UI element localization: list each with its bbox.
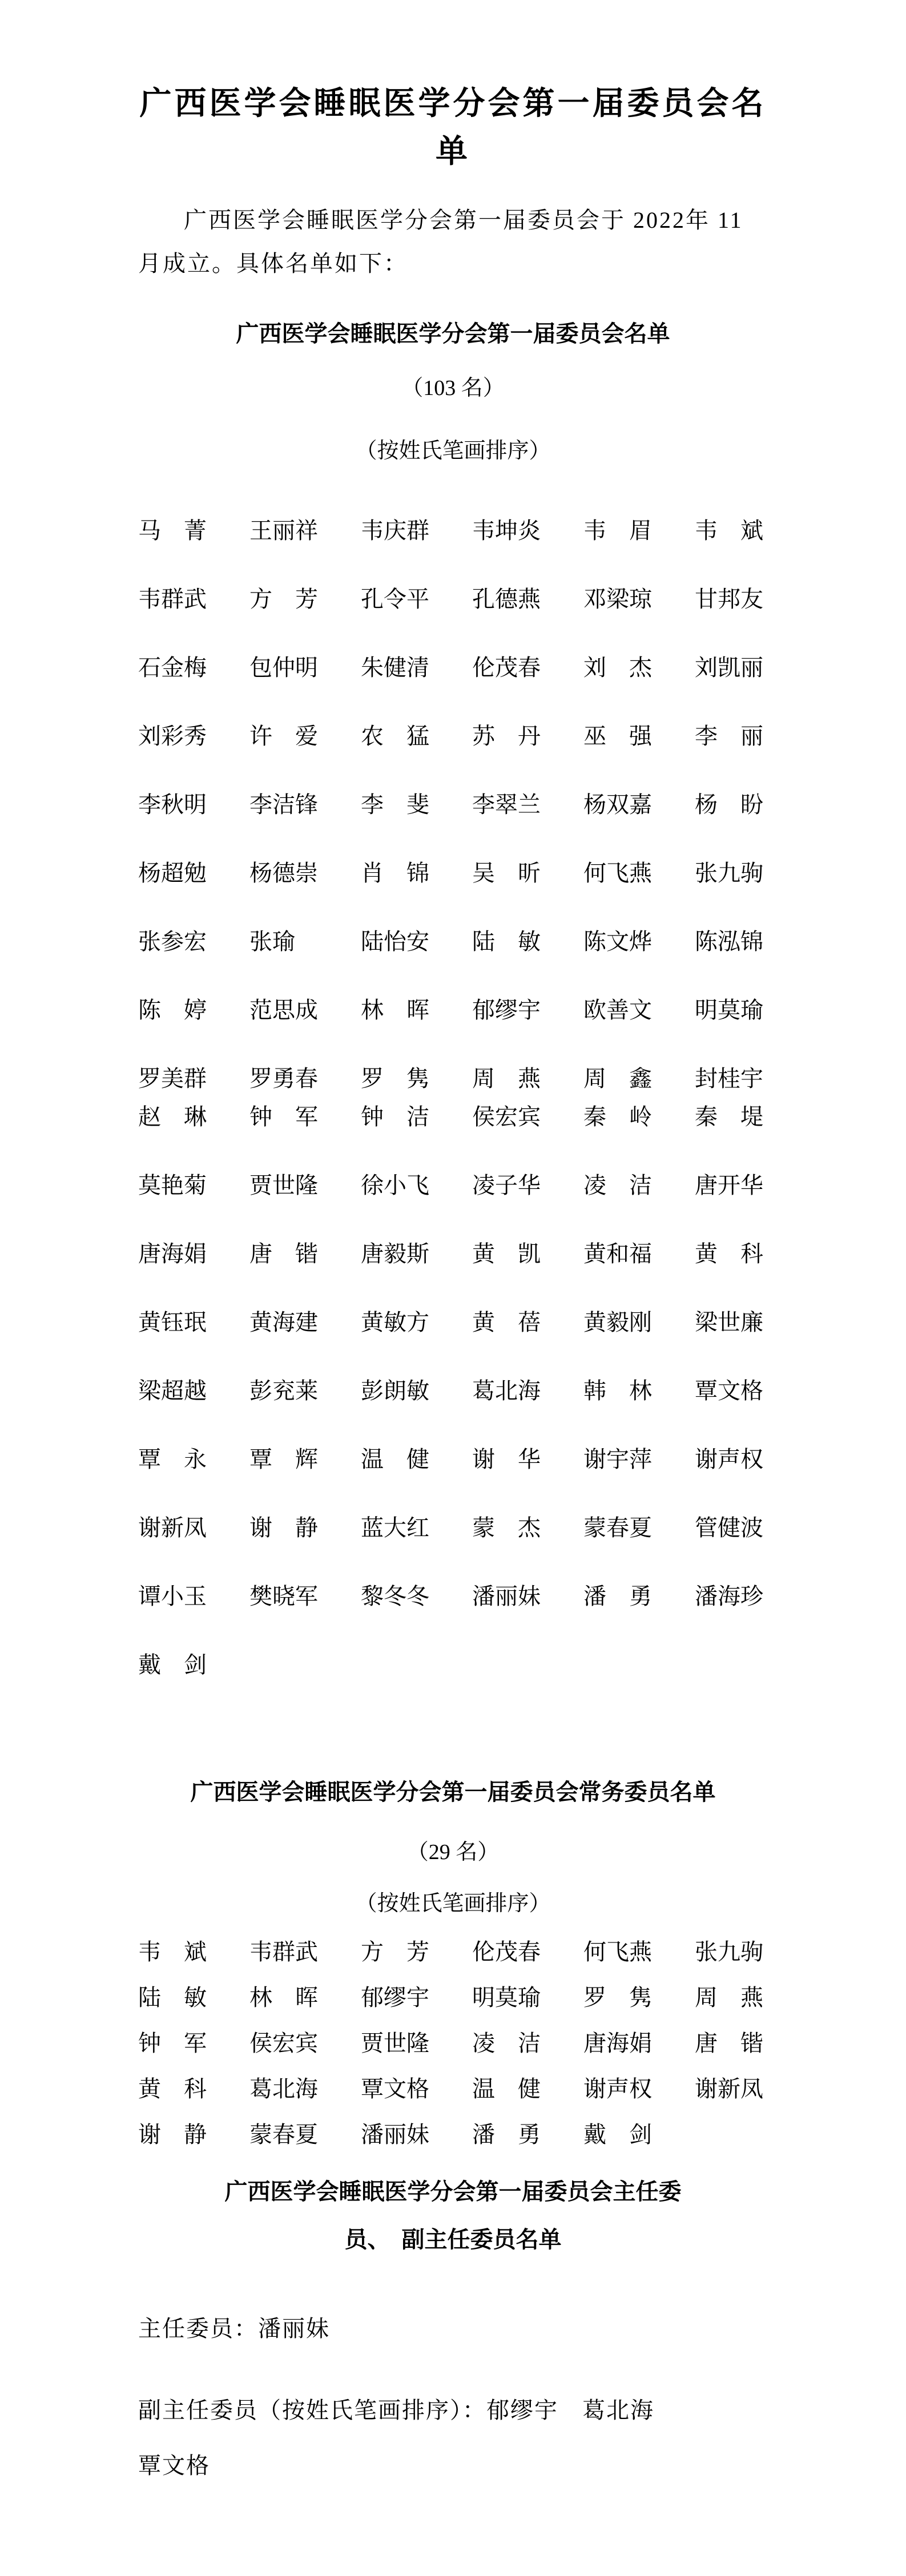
member-name: 李 丽: [695, 723, 763, 749]
member-name: 罗勇春: [249, 1066, 318, 1091]
member-row: [138, 1584, 806, 1609]
member-name: 谢宇萍: [583, 1446, 652, 1472]
member-name: 林 晖: [249, 1985, 318, 2010]
member-row: [138, 587, 806, 612]
vice-chair-line-2: 覃文格: [138, 2453, 210, 2478]
member-name: 石金梅: [138, 655, 207, 680]
member-name: 侯宏宾: [249, 2030, 318, 2056]
member-name: 温 健: [472, 2076, 541, 2102]
member-name: 潘 勇: [472, 2122, 541, 2147]
member-name: 巫 强: [583, 723, 652, 749]
member-name: 韦群武: [138, 586, 207, 612]
intro-line-1: 广西医学会睡眠医学分会第一届委员会于 2022年 11: [184, 207, 743, 233]
member-name: 谢声权: [695, 1446, 763, 1472]
member-name: 戴 剑: [583, 2122, 652, 2147]
member-row: [138, 998, 806, 1023]
member-name: 杨 盼: [695, 792, 763, 817]
member-name: 覃 辉: [249, 1446, 318, 1472]
member-row: [138, 792, 806, 817]
member-name: 赵 琳: [138, 1104, 207, 1130]
member-name: 欧善文: [583, 997, 652, 1023]
member-name: 凌子华: [472, 1172, 541, 1198]
chair-line: 主任委员：潘丽妹: [138, 2316, 330, 2341]
member-name: 唐 锴: [695, 2030, 763, 2056]
member-name: 唐海娟: [138, 1241, 207, 1267]
member-name: 杨超勉: [138, 860, 207, 886]
member-name: 韩 林: [583, 1378, 652, 1404]
member-name: 谢新凤: [695, 2076, 763, 2102]
member-name: 张九驹: [695, 860, 763, 886]
member-name: 谭小玉: [138, 1583, 207, 1609]
committee-sort-note: （按姓氏笔画排序）: [355, 439, 551, 463]
standing-committee-heading: 广西医学会睡眠医学分会第一届委员会常务委员名单: [190, 1779, 716, 1805]
member-name: 罗 隽: [583, 1985, 652, 2010]
member-name: 彭兖莱: [249, 1378, 318, 1404]
member-name: 葛北海: [472, 1378, 541, 1404]
member-name: 唐开华: [695, 1172, 763, 1198]
member-name: 侯宏宾: [472, 1104, 541, 1130]
member-name: 韦 斌: [695, 518, 763, 543]
member-name: 张瑜: [249, 929, 295, 954]
member-row: [138, 1378, 806, 1404]
member-name: 谢声权: [583, 2076, 652, 2102]
member-name: 徐小飞: [361, 1172, 429, 1198]
member-name: 韦群武: [249, 1939, 318, 1965]
member-row: [138, 1940, 806, 1965]
member-row: [138, 2031, 806, 2056]
member-name: 覃 永: [138, 1446, 207, 1472]
member-row: [138, 2077, 806, 2102]
member-name: 黄和福: [583, 1241, 652, 1267]
member-name: 何飞燕: [583, 860, 652, 886]
member-name: 方 芳: [249, 586, 318, 612]
member-name: 陈 婷: [138, 997, 207, 1023]
member-name: 林 晖: [361, 997, 429, 1023]
member-name: 唐 锴: [249, 1241, 318, 1267]
member-name: 谢 华: [472, 1446, 541, 1472]
member-name: 樊晓军: [249, 1583, 318, 1609]
member-name: 罗 隽: [361, 1066, 429, 1091]
member-name: 封桂宇: [695, 1066, 763, 1091]
member-name: 周 燕: [472, 1066, 541, 1091]
member-name: 潘丽妹: [472, 1583, 541, 1609]
standing-count-note: （29 名）: [406, 1840, 500, 1864]
member-name: 范思成: [249, 997, 318, 1023]
member-name: 陆怡安: [361, 929, 429, 954]
intro-paragraph: [0, 199, 906, 285]
document-title: [0, 0, 906, 176]
member-name: 甘邦友: [695, 586, 763, 612]
member-name: 陆 敏: [472, 929, 541, 954]
member-name: 韦 眉: [583, 518, 652, 543]
member-name: 潘海珍: [695, 1583, 763, 1609]
member-name: 陈文烨: [583, 929, 652, 954]
member-name: 凌 洁: [472, 2030, 541, 2056]
standing-name-list: [0, 1940, 906, 2147]
member-name: 李 斐: [361, 792, 429, 817]
member-name: 陆 敏: [138, 1985, 207, 2010]
member-name: 秦 岭: [583, 1104, 652, 1130]
member-row: [138, 1173, 806, 1198]
member-name: 农 猛: [361, 723, 429, 749]
member-name: 黄 凯: [472, 1241, 541, 1267]
member-row: [138, 1447, 806, 1472]
intro-line-2: 月成立。具体名单如下：: [138, 251, 408, 276]
member-name: 张九驹: [695, 1939, 763, 1965]
member-name: 周 燕: [695, 1985, 763, 2010]
member-name: 彭朗敏: [361, 1378, 429, 1404]
member-row: [138, 1241, 806, 1267]
member-name: 何飞燕: [583, 1939, 652, 1965]
member-name: 明莫瑜: [472, 1985, 541, 2010]
member-name: 吴 昕: [472, 860, 541, 886]
member-name: 李秋明: [138, 792, 207, 817]
member-row: [138, 655, 806, 680]
member-name: 韦坤炎: [472, 518, 541, 543]
member-name: 黄 科: [138, 2076, 207, 2102]
member-name: 唐毅斯: [361, 1241, 429, 1267]
member-name: 钟 军: [138, 2030, 207, 2056]
member-name: 包仲明: [249, 655, 318, 680]
member-name: 罗美群: [138, 1066, 207, 1091]
member-name: 钟 军: [249, 1104, 318, 1130]
member-name: 李洁锋: [249, 792, 318, 817]
member-name: 蓝大红: [361, 1515, 429, 1541]
document-title-line-2: 单: [436, 134, 470, 170]
committee-list-heading: 广西医学会睡眠医学分会第一届委员会名单: [236, 321, 670, 346]
member-row: [138, 518, 806, 543]
member-row: [138, 861, 806, 886]
member-name: 朱健清: [361, 655, 429, 680]
member-name: 覃文格: [695, 1378, 763, 1404]
member-name: 黄 蓓: [472, 1309, 541, 1335]
member-name: 陈泓锦: [695, 929, 763, 954]
member-name: 伦茂春: [472, 655, 541, 680]
member-name: 孔令平: [361, 586, 429, 612]
vice-chair-line-1: 副主任委员（按姓氏笔画排序）：郁缪宇 葛北海: [138, 2397, 654, 2423]
leaders-heading-line-2: 员、 副主任委员名单: [344, 2227, 562, 2252]
member-name: 葛北海: [249, 2076, 318, 2102]
member-name: 郁缪宇: [361, 1985, 429, 2010]
member-name: 温 健: [361, 1446, 429, 1472]
member-row: [138, 1104, 806, 1130]
member-name: 黄钰珉: [138, 1309, 207, 1335]
member-name: 张参宏: [138, 929, 207, 954]
member-name: 孔德燕: [472, 586, 541, 612]
member-row: [138, 1066, 806, 1091]
member-name: 马 菁: [138, 518, 207, 543]
member-name: 郁缪宇: [472, 997, 541, 1023]
member-row: [138, 1652, 806, 1678]
member-name: 蒙春夏: [583, 1515, 652, 1541]
member-row: [138, 929, 806, 954]
member-name: 伦茂春: [472, 1939, 541, 1965]
member-name: 黄 科: [695, 1241, 763, 1267]
member-name: 刘彩秀: [138, 723, 207, 749]
member-row: [138, 2122, 806, 2147]
member-name: 周 鑫: [583, 1066, 652, 1091]
member-name: 莫艳菊: [138, 1172, 207, 1198]
member-name: 方 芳: [361, 1939, 429, 1965]
member-name: 王丽祥: [249, 518, 318, 543]
member-name: 李翠兰: [472, 792, 541, 817]
member-name: 谢新凤: [138, 1515, 207, 1541]
member-name: 刘 杰: [583, 655, 652, 680]
member-name: 黄毅刚: [583, 1309, 652, 1335]
member-name: 谢 静: [138, 2122, 207, 2147]
member-name: 唐海娟: [583, 2030, 652, 2056]
member-row: [138, 1310, 806, 1335]
member-name: 韦 斌: [138, 1939, 207, 1965]
member-name: 许 爱: [249, 723, 318, 749]
member-row: [138, 724, 806, 749]
member-name: 刘凯丽: [695, 655, 763, 680]
member-name: 潘丽妹: [361, 2122, 429, 2147]
document-title-line-1: 广西医学会睡眠医学分会第一届委员会名: [139, 86, 767, 122]
member-name: 钟 洁: [361, 1104, 429, 1130]
member-name: 秦 堤: [695, 1104, 763, 1130]
member-name: 肖 锦: [361, 860, 429, 886]
member-name: 杨德崇: [249, 860, 318, 886]
member-name: 邓梁琼: [583, 586, 652, 612]
member-name: 蒙 杰: [472, 1515, 541, 1541]
member-name: 黎冬冬: [361, 1583, 429, 1609]
member-name: 韦庆群: [361, 518, 429, 543]
member-name: 蒙春夏: [249, 2122, 318, 2147]
member-row: [138, 1515, 806, 1541]
standing-sort-note: （按姓氏笔画排序）: [355, 1892, 551, 1916]
committee-name-list: [0, 518, 906, 1678]
member-name: 黄海建: [249, 1309, 318, 1335]
member-name: 黄敏方: [361, 1309, 429, 1335]
member-name: 贾世隆: [249, 1172, 318, 1198]
member-row: [138, 1985, 806, 2010]
member-name: 苏 丹: [472, 723, 541, 749]
leaders-heading: [0, 2168, 906, 2264]
member-name: 潘 勇: [583, 1583, 652, 1609]
member-name: 凌 洁: [583, 1172, 652, 1198]
member-name: 明莫瑜: [695, 997, 763, 1023]
member-name: 管健波: [695, 1515, 763, 1541]
member-name: 覃文格: [361, 2076, 429, 2102]
member-name: 戴 剑: [138, 1652, 207, 1678]
member-name: 梁超越: [138, 1378, 207, 1404]
member-name: 贾世隆: [361, 2030, 429, 2056]
leaders-heading-line-1: 广西医学会睡眠医学分会第一届委员会主任委: [224, 2179, 682, 2204]
committee-count-note: （103 名）: [401, 376, 505, 400]
member-name: 谢 静: [249, 1515, 318, 1541]
member-name: 杨双嘉: [583, 792, 652, 817]
member-name: 梁世廉: [695, 1309, 763, 1335]
